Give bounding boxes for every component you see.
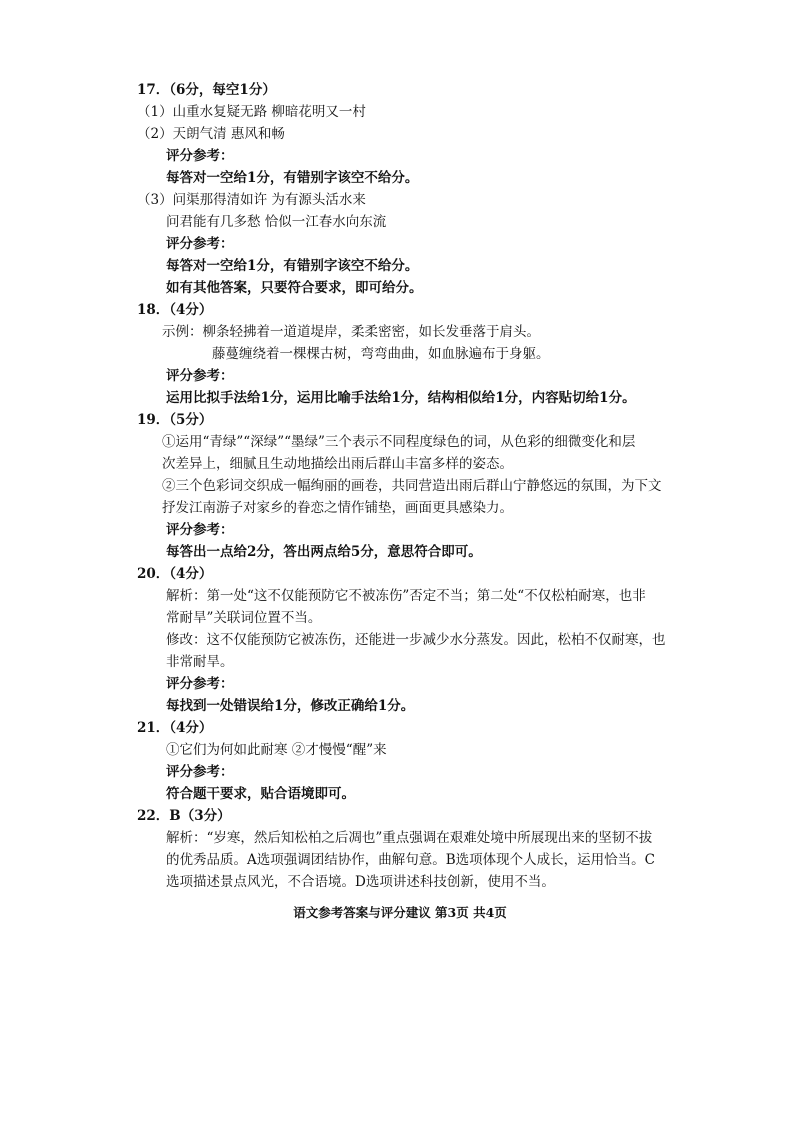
q19-header: 19．（5分） xyxy=(137,412,213,428)
q21-ref-label: 评分参考： xyxy=(166,764,234,780)
q20-analysis-line-2: 常耐旱”关联词位置不当。 xyxy=(166,610,322,626)
q17-item-1: （1）山重水复疑无路 柳暗花明又一村 xyxy=(137,104,366,120)
page-footer: 语文参考答案与评分建议 第3页 共4页 xyxy=(293,905,507,920)
q20-revise-line-1: 修改：这不仅能预防它被冻伤，还能进一步减少水分蒸发。因此，松柏不仅耐寒，也 xyxy=(166,632,666,648)
q17-item-3-line-2: 问君能有几多愁 恰似一江春水向东流 xyxy=(166,214,387,230)
q22-analysis-line-1: 解析：“岁寒，然后知松柏之后凋也”重点强调在艰难处境中所展现出来的坚韧不拔 xyxy=(166,830,653,846)
q20-header: 20．（4分） xyxy=(137,566,213,582)
q20-revise-line-2: 非常耐旱。 xyxy=(166,654,234,670)
q20-analysis-line-1: 解析：第一处“这不仅能预防它不被冻伤”否定不当；第二处“不仅松柏耐寒，也非 xyxy=(166,588,646,604)
q19-point-2-line-1: ②三个色彩词交织成一幅绚丽的画卷，共同营造出雨后群山宁静悠远的氛围，为下文 xyxy=(162,478,662,494)
q18-ref-text: 运用比拟手法给1分，运用比喻手法给1分，结构相似给1分，内容贴切给1分。 xyxy=(166,390,636,406)
q22-analysis-line-2: 的优秀品质。A选项强调团结协作，曲解句意。B选项体现个人成长，运用恰当。C xyxy=(166,852,655,868)
q21-ref-text: 符合题干要求，贴合语境即可。 xyxy=(166,786,355,802)
q17-ref-text-1: 每答对一空给1分，有错别字该空不给分。 xyxy=(166,170,419,186)
q22-header: 22．B（3分） xyxy=(137,808,231,824)
q18-example-line-1: 示例：柳条轻拂着一道道堤岸，柔柔密密，如长发垂落于肩头。 xyxy=(162,324,540,340)
q18-example-line-2: 藤蔓缠绕着一棵棵古树，弯弯曲曲，如血脉遍布于身躯。 xyxy=(212,346,550,362)
q18-ref-label: 评分参考： xyxy=(166,368,234,384)
q22-analysis-line-3: 选项描述景点风光，不合语境。D选项讲述科技创新，使用不当。 xyxy=(166,874,555,890)
q21-header: 21．（4分） xyxy=(137,720,213,736)
q19-point-1-line-2: 次差异上，细腻且生动地描绘出雨后群山丰富多样的姿态。 xyxy=(162,456,513,472)
q19-point-2-line-2: 抒发江南游子对家乡的眷恋之情作铺垫，画面更具感染力。 xyxy=(162,500,513,516)
q17-item-2: （2）天朗气清 惠风和畅 xyxy=(137,126,285,142)
q17-ref-text-2b: 如有其他答案，只要符合要求，即可给分。 xyxy=(166,280,423,296)
q17-item-3: （3）问渠那得清如许 为有源头活水来 xyxy=(137,192,366,208)
q17-ref-text-2a: 每答对一空给1分，有错别字该空不给分。 xyxy=(166,258,419,274)
q17-header: 17．（6分，每空1分） xyxy=(137,82,276,98)
q18-header: 18．（4分） xyxy=(137,302,213,318)
q20-ref-text: 每找到一处错误给1分，修改正确给1分。 xyxy=(166,698,415,714)
q19-ref-label: 评分参考： xyxy=(166,522,234,538)
q20-ref-label: 评分参考： xyxy=(166,676,234,692)
q19-ref-text: 每答出一点给2分，答出两点给5分，意思符合即可。 xyxy=(166,544,482,560)
q21-answer: ①它们为何如此耐寒 ②才慢慢“醒”来 xyxy=(166,742,387,758)
q19-point-1-line-1: ①运用“青绿”“深绿”“墨绿”三个表示不同程度绿色的词，从色彩的细微变化和层 xyxy=(162,434,636,450)
q17-ref-label-1: 评分参考： xyxy=(166,148,234,164)
q17-ref-label-2: 评分参考： xyxy=(166,236,234,252)
